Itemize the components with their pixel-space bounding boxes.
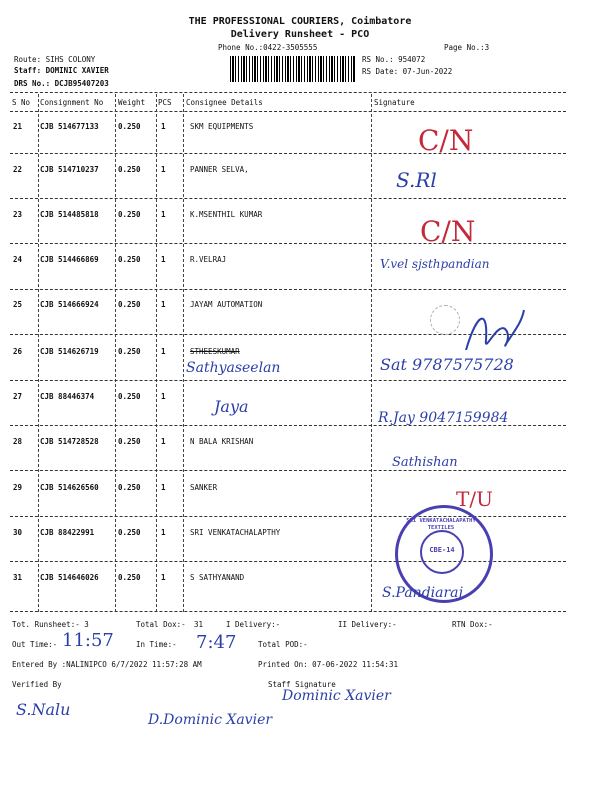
row-pcs: 1 [161, 122, 166, 131]
staff: Staff: DOMINIC XAVIER [14, 66, 109, 75]
row-consignee: SANKER [190, 483, 218, 492]
row-pcs: 1 [161, 165, 166, 174]
ii-delivery: II Delivery:- [338, 620, 397, 629]
row-weight: 0.250 [118, 483, 141, 492]
row-rule [10, 198, 566, 199]
row-weight: 0.250 [118, 300, 141, 309]
handwritten-cn-mark: C/N [420, 215, 476, 248]
stamp-ring-text: SRI VENKATACHALAPATHY TEXTILES [406, 518, 476, 531]
row-sno: 23 [13, 210, 23, 219]
handwritten-signature: V.vel sjsthpandian [380, 257, 490, 271]
row-sno: 21 [13, 122, 23, 131]
row-consignment: CJB 514626719 [40, 347, 99, 356]
row-consignment: CJB 514728528 [40, 437, 99, 446]
row-pcs: 1 [161, 300, 166, 309]
row-consignment: CJB 88446374 [40, 392, 95, 401]
row-pcs: 1 [161, 437, 166, 446]
row-rule [10, 380, 566, 381]
row-pcs: 1 [161, 255, 166, 264]
row-weight: 0.250 [118, 210, 141, 219]
row-weight: 0.250 [118, 347, 141, 356]
row-consignment: CJB 514646026 [40, 573, 99, 582]
row-sno: 27 [13, 392, 23, 401]
printed-on: Printed On: 07-06-2022 11:54:31 [258, 660, 398, 669]
handwritten-in-time: 7:47 [196, 632, 237, 653]
row-weight: 0.250 [118, 573, 141, 582]
row-consignment: CJB 514666924 [40, 300, 99, 309]
row-sno: 30 [13, 528, 23, 537]
handwritten-name: Jaya [214, 397, 249, 416]
row-weight: 0.250 [118, 255, 141, 264]
row-consignment: CJB 514677133 [40, 122, 99, 131]
row-consignee: S SATHYANAND [190, 573, 245, 582]
row-consignment: CJB 514626560 [40, 483, 99, 492]
row-weight: 0.250 [118, 528, 141, 537]
row-consignee: K.MSENTHIL KUMAR [190, 210, 263, 219]
row-sno: 31 [13, 573, 23, 582]
handwritten-cn-mark: C/N [418, 124, 474, 157]
phone-number: Phone No.:0422-3505555 [218, 43, 318, 52]
verified-by-label: Verified By [12, 680, 62, 689]
row-pcs: 1 [161, 573, 166, 582]
row-pcs: 1 [161, 528, 166, 537]
rtn-dox: RTN Dox:- [452, 620, 493, 629]
row-sno: 26 [13, 347, 23, 356]
handwritten-signature: S.Rl [396, 168, 437, 192]
row-pcs: 1 [161, 210, 166, 219]
row-consignee: JAYAM AUTOMATION [190, 300, 263, 309]
total-dox-label: Total Dox:- [136, 620, 186, 629]
faint-stamp [430, 305, 460, 335]
header-bottom-rule [10, 111, 566, 112]
row-rule [10, 243, 566, 244]
out-time-label: Out Time:- [12, 640, 58, 649]
total-pod: Total POD:- [258, 640, 308, 649]
stamp-center-text: CBE-14 [429, 546, 455, 554]
row-pcs: 1 [161, 483, 166, 492]
col-pcs: PCS [158, 98, 172, 107]
row-consignment: CJB 514466869 [40, 255, 99, 264]
row-consignee: SRI VENKATACHALAPTHY [190, 528, 281, 537]
col-separator [183, 94, 184, 612]
route: Route: SIHS COLONY [14, 55, 96, 64]
handwritten-tu-mark: T/U [456, 487, 493, 511]
row-sno: 29 [13, 483, 23, 492]
row-rule [10, 289, 566, 290]
row-sno: 24 [13, 255, 23, 264]
handwritten-signature: S.Pandiaraj [382, 585, 463, 601]
handwritten-name: Sathyaseelan [186, 360, 281, 376]
staff-signature-label: Staff Signature [268, 680, 336, 689]
row-consignee: N BALA KRISHAN [190, 437, 254, 446]
row-consignee: R.VELRAJ [190, 255, 227, 264]
col-consignee: Consignee Details [186, 98, 263, 107]
handwritten-out-time: 11:57 [62, 630, 114, 651]
row-consignee: PANNER SELVA, [190, 165, 249, 174]
i-delivery: I Delivery:- [226, 620, 281, 629]
row-rule [10, 153, 566, 154]
row-weight: 0.250 [118, 437, 141, 446]
row-pcs: 1 [161, 347, 166, 356]
row-weight: 0.250 [118, 122, 141, 131]
row-pcs: 1 [161, 392, 166, 401]
staff-signature-handwritten: D.Dominic Xavier [148, 712, 273, 728]
row-rule [10, 470, 566, 471]
handwritten-scribble-signature [458, 300, 528, 362]
row-weight: 0.250 [118, 165, 141, 174]
col-signature: Signature [374, 98, 415, 107]
row-consignment: CJB 514710237 [40, 165, 99, 174]
row-sno: 25 [13, 300, 23, 309]
header-top-rule [10, 92, 566, 93]
row-sno: 28 [13, 437, 23, 446]
row-rule [10, 516, 566, 517]
in-time-label: In Time:- [136, 640, 177, 649]
handwritten-signature-phone: Sat 9787575728 [380, 355, 514, 374]
rs-date: RS Date: 07-Jun-2022 [362, 67, 453, 76]
col-consignment: Consignment No [40, 98, 104, 107]
col-separator [371, 94, 372, 612]
col-separator [38, 94, 39, 612]
page-number: Page No.:3 [444, 43, 490, 52]
row-consignment: CJB 88422991 [40, 528, 95, 537]
rs-number: RS No.: 954072 [362, 55, 426, 64]
barcode [230, 56, 355, 82]
col-separator [115, 94, 116, 612]
col-sno: S No [12, 98, 31, 107]
total-runsheet: Tot. Runsheet:- 3 [12, 620, 89, 629]
row-weight: 0.250 [118, 392, 141, 401]
col-separator [156, 94, 157, 612]
drs-number: DRS No.: DCJB95407203 [14, 79, 109, 88]
total-dox-value: 31 [194, 620, 204, 629]
col-weight: Weight [118, 98, 146, 107]
row-consignee: SKM EQUIPMENTS [190, 122, 254, 131]
row-consignment: CJB 514485818 [40, 210, 99, 219]
staff-signature-handwritten: Dominic Xavier [282, 688, 391, 704]
row-sno: 22 [13, 165, 23, 174]
document-title: Delivery Runsheet - PCO [230, 29, 370, 40]
handwritten-signature-phone: R.Jay 9047159984 [378, 410, 509, 426]
entered-by: Entered By :NALINIPCO 6/7/2022 11:57:28 AM [12, 660, 202, 669]
handwritten-signature: Sathishan [392, 455, 458, 470]
verified-by-signature: S.Nalu [16, 700, 71, 719]
table-bottom-rule [10, 611, 566, 612]
company-name: THE PROFESSIONAL COURIERS, Coimbatore [188, 16, 412, 27]
row-consignee: STHEESKUMAR [190, 347, 240, 356]
